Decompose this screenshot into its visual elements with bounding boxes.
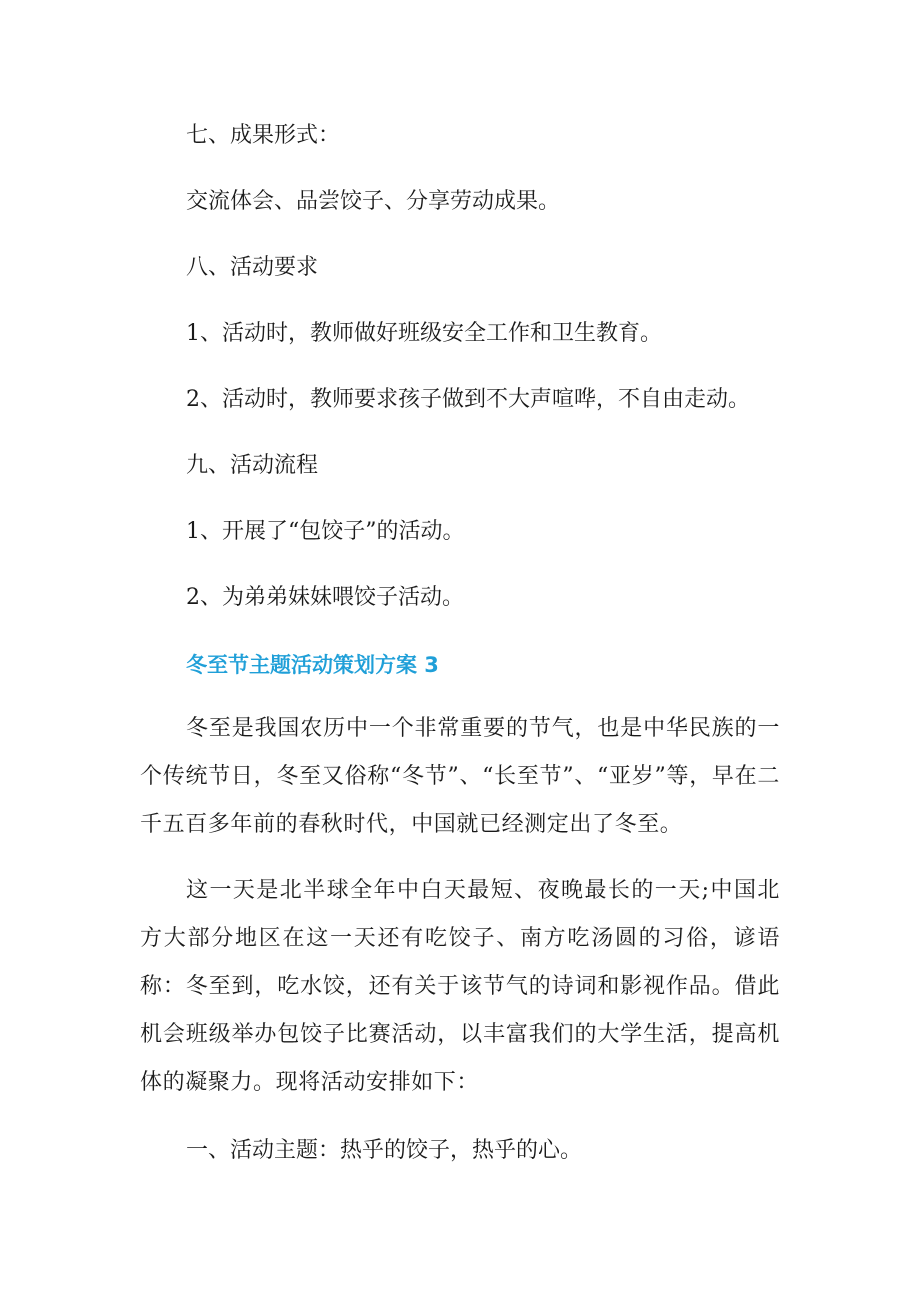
article-paragraph-1: 冬至是我国农历中一个非常重要的节气，也是中华民族的一个传统节日，冬至又俗称“冬节”、“长至节”、“亚岁”等，早在二千五百多年前的春秋时代，中国就已经测定出了冬至。	[140, 716, 780, 837]
section-content-results: 交流体会、品尝饺子、分享劳动成果。	[186, 189, 561, 214]
requirement-item-1: 1、活动时，教师做好班级安全工作和卫生教育。	[186, 321, 662, 346]
article-heading: 冬至节主题活动策划方案 3	[186, 653, 439, 677]
section-title-requirements: 八、活动要求	[186, 255, 319, 280]
article-paragraph-2: 这一天是北半球全年中白天最短、夜晚最长的一天;中国北方大部分地区在这一天还有吃饺子、南方吃汤圆的习俗，谚语称：冬至到，吃水饺，还有关于该节气的诗词和影视作品。借此机会班级举办包饺子比赛活动，以丰富我们的大学生活，提高机体的凝聚力。现将活动安排如下：	[140, 878, 780, 1095]
process-item-2: 2、为弟弟妹妹喂饺子活动。	[186, 585, 464, 610]
requirement-item-2: 2、活动时，教师要求孩子做到不大声喧哗，不自由走动。	[186, 387, 750, 412]
section-title-results: 七、成果形式：	[186, 123, 341, 148]
section-title-process: 九、活动流程	[186, 453, 319, 478]
activity-theme: 一、活动主题：热乎的饺子，热乎的心。	[186, 1138, 583, 1163]
process-item-1: 1、开展了“包饺子”的活动。	[186, 519, 465, 544]
